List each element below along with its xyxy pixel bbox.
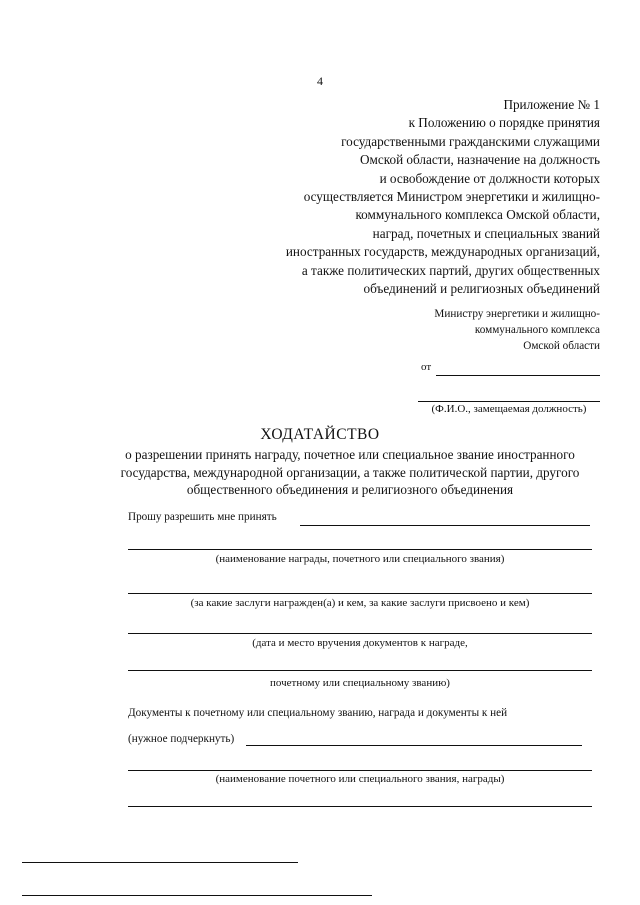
from-field-line[interactable] <box>436 375 600 376</box>
appendix-line: и освобождение от должности которых <box>379 170 600 186</box>
date-place-caption: (дата и место вручения документов к награде, <box>252 637 468 649</box>
documents-field-line-3[interactable] <box>128 806 592 807</box>
appendix-line: Приложение № 1 <box>503 97 600 112</box>
document-subtitle: о разрешении принять награду, почетное или специальное звание иностранного государства, международной организации, а также политической партии, другого общественного объединения и религиозного объединения <box>120 447 580 497</box>
title-cont-caption: почетному или специальному званию) <box>270 677 450 689</box>
request-label: Прошу разрешить мне принять <box>128 511 277 523</box>
title-award-caption: (наименование почетного или специального звания, награды) <box>215 773 505 785</box>
from-label: от <box>421 361 432 373</box>
document-title: ХОДАТАЙСТВО <box>260 426 380 443</box>
award-field-line-2[interactable] <box>128 549 592 550</box>
appendix-line: а также политических партий, других общественных <box>301 262 600 278</box>
appendix-line: коммунального комплекса Омской области, <box>355 207 600 223</box>
footnote-divider-long <box>22 895 372 896</box>
date-place-field-line[interactable] <box>128 633 592 634</box>
award-field-line[interactable] <box>300 525 590 526</box>
appendix-header <box>286 96 600 298</box>
award-name-caption: (наименование награды, почетного или специального звания) <box>215 553 505 565</box>
recipient-line: коммунального комплекса <box>474 324 600 336</box>
recipient-line: Омской области <box>523 340 600 352</box>
recipient-block <box>434 306 600 354</box>
documents-field-line[interactable] <box>246 745 582 746</box>
documents-field-line-2[interactable] <box>128 770 592 771</box>
appendix-line: осуществляется Министром энергетики и жилищно- <box>303 189 600 205</box>
page-number: 4 <box>317 74 323 88</box>
appendix-line: к Положению о порядке принятия <box>408 115 600 131</box>
appendix-line: Омской области, назначение на должность <box>360 152 600 168</box>
appendix-line: государственными гражданскими служащими <box>341 133 600 149</box>
underline-label: (нужное подчеркнуть) <box>128 733 235 745</box>
appendix-line: наград, почетных и специальных званий <box>372 225 600 241</box>
date-place-field-line-2[interactable] <box>128 670 592 671</box>
merits-caption: (за какие заслуги награжден(а) и кем, за какие заслуги присвоено и кем) <box>190 597 530 609</box>
fio-field-line[interactable] <box>418 401 600 402</box>
footnote-divider-short <box>22 862 298 863</box>
fio-caption: (Ф.И.О., замещаемая должность) <box>431 403 587 415</box>
appendix-line: иностранных государств, международных организаций, <box>285 244 600 260</box>
recipient-line: Министру энергетики и жилищно- <box>434 308 600 320</box>
appendix-line: объединений и религиозных объединений <box>363 281 600 297</box>
merits-field-line[interactable] <box>128 593 592 594</box>
documents-text: Документы к почетному или специальному званию, награда и документы к ней <box>128 707 508 719</box>
